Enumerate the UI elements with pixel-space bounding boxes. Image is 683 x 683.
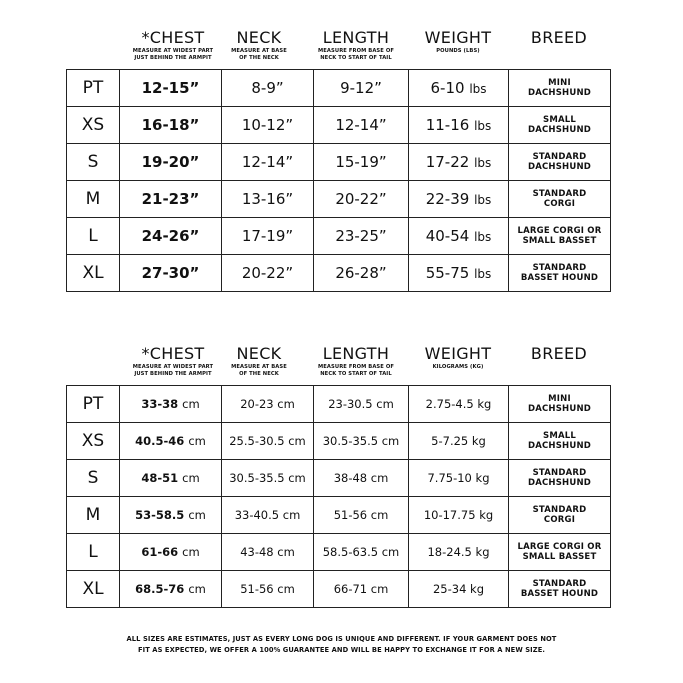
chest-value: 68.5-76 (135, 582, 185, 596)
table-row (67, 571, 611, 608)
weight-unit: lbs (474, 156, 492, 170)
weight-value: 40-54 (425, 227, 470, 245)
length-cell: 51-56 cm (314, 497, 409, 534)
chest-cell (120, 460, 222, 497)
header-subtitle: MEASURE AT WIDEST PART JUST BEHIND THE ARMPIT (132, 364, 214, 377)
neck-cell: 20-22” (222, 255, 314, 292)
size-cell: PT (67, 386, 120, 423)
size-cell: PT (67, 70, 120, 107)
length-cell: 58.5-63.5 cm (314, 534, 409, 571)
header-title: NECK (236, 28, 282, 47)
chest-cell: 24-26” (120, 218, 222, 255)
header-subtitle: MEASURE AT BASE OF THE NECK (231, 48, 287, 61)
size-cell: S (67, 460, 120, 497)
header-title: BREED (530, 28, 588, 47)
weight-cell: 2.75-4.5 kg (409, 386, 509, 423)
neck-cell: 10-12” (222, 107, 314, 144)
length-cell: 20-22” (314, 181, 409, 218)
breed-cell: STANDARD DACHSHUND (509, 460, 611, 497)
chest-unit: cm (188, 582, 206, 596)
neck-cell: 20-23 cm (222, 386, 314, 423)
length-cell: 23-30.5 cm (314, 386, 409, 423)
size-cell: XL (67, 255, 120, 292)
table-row (67, 181, 611, 218)
table-row (67, 534, 611, 571)
weight-cell (409, 70, 509, 107)
weight-cell: 7.75-10 kg (409, 460, 509, 497)
size-chart-metric (66, 344, 610, 599)
neck-cell: 30.5-35.5 cm (222, 460, 314, 497)
length-cell: 15-19” (314, 144, 409, 181)
weight-cell: 18-24.5 kg (409, 534, 509, 571)
header-title: LENGTH (322, 344, 390, 363)
breed-cell: SMALL DACHSHUND (509, 107, 611, 144)
weight-cell (409, 144, 509, 181)
neck-cell: 17-19” (222, 218, 314, 255)
weight-value: 6-10 (430, 79, 465, 97)
header-length (306, 28, 406, 61)
chest-cell: 19-20” (120, 144, 222, 181)
table-row (67, 144, 611, 181)
weight-value: 55-75 (425, 264, 470, 282)
weight-value: 22-39 (425, 190, 470, 208)
neck-cell: 33-40.5 cm (222, 497, 314, 534)
neck-cell: 8-9” (222, 70, 314, 107)
length-cell: 38-48 cm (314, 460, 409, 497)
neck-cell: 51-56 cm (222, 571, 314, 608)
header-subtitle: POUNDS (LBS) (436, 48, 480, 54)
chest-unit: cm (188, 508, 206, 522)
chest-value: 61-66 (141, 545, 179, 559)
length-cell: 9-12” (314, 70, 409, 107)
header-neck (219, 344, 299, 377)
neck-cell: 13-16” (222, 181, 314, 218)
neck-cell: 12-14” (222, 144, 314, 181)
header-subtitle: KILOGRAMS (KG) (432, 364, 484, 370)
chest-value: 40.5-46 (135, 434, 185, 448)
length-cell: 23-25” (314, 218, 409, 255)
weight-cell: 5-7.25 kg (409, 423, 509, 460)
metric-table (66, 385, 611, 608)
header-chest (118, 344, 228, 377)
breed-cell: STANDARD CORGI (509, 497, 611, 534)
table-row (67, 70, 611, 107)
weight-cell (409, 218, 509, 255)
header-title: LENGTH (322, 28, 390, 47)
header-weight (408, 28, 508, 55)
size-cell: M (67, 181, 120, 218)
header-title: WEIGHT (424, 344, 492, 363)
size-cell: XS (67, 423, 120, 460)
weight-unit: lbs (474, 193, 492, 207)
breed-cell: MINI DACHSHUND (509, 70, 611, 107)
header-subtitle: MEASURE FROM BASE OF NECK TO START OF TAIL (318, 364, 394, 377)
chest-cell: 16-18” (120, 107, 222, 144)
header-subtitle: MEASURE AT WIDEST PART JUST BEHIND THE ARMPIT (132, 48, 214, 61)
weight-value: 17-22 (425, 153, 470, 171)
chest-cell (120, 497, 222, 534)
size-cell: S (67, 144, 120, 181)
disclaimer-footer: ALL SIZES ARE ESTIMATES, JUST AS EVERY LONG DOG IS UNIQUE AND DIFFERENT. IF YOUR GARMENT DOES NOT FIT AS EXPECTED, WE OFFER A 100% GUARANTEE AND WILL BE HAPPY TO EXCHANGE IT FOR A NEW SIZE. (126, 635, 557, 654)
header-title: *CHEST (141, 344, 205, 363)
table-row (67, 460, 611, 497)
weight-cell (409, 181, 509, 218)
breed-cell: LARGE CORGI OR SMALL BASSET (509, 218, 611, 255)
weight-unit: lbs (474, 119, 492, 133)
chest-value: 53-58.5 (135, 508, 185, 522)
chest-value: 33-38 (141, 397, 179, 411)
metric-header (66, 344, 610, 384)
table-row (67, 497, 611, 534)
size-cell: M (67, 497, 120, 534)
header-weight (408, 344, 508, 371)
breed-cell: STANDARD BASSET HOUND (509, 571, 611, 608)
header-subtitle: MEASURE AT BASE OF THE NECK (231, 364, 287, 377)
header-chest (118, 28, 228, 61)
header-breed (509, 28, 609, 48)
header-title: NECK (236, 344, 282, 363)
length-cell: 26-28” (314, 255, 409, 292)
length-cell: 30.5-35.5 cm (314, 423, 409, 460)
header-title: WEIGHT (424, 28, 492, 47)
breed-cell: SMALL DACHSHUND (509, 423, 611, 460)
chest-unit: cm (182, 397, 200, 411)
size-cell: XS (67, 107, 120, 144)
header-title: *CHEST (141, 28, 205, 47)
size-chart-imperial (66, 28, 610, 283)
breed-cell: STANDARD CORGI (509, 181, 611, 218)
neck-cell: 25.5-30.5 cm (222, 423, 314, 460)
chest-unit: cm (182, 545, 200, 559)
size-cell: L (67, 218, 120, 255)
breed-cell: STANDARD BASSET HOUND (509, 255, 611, 292)
chest-cell: 21-23” (120, 181, 222, 218)
header-title: BREED (530, 344, 588, 363)
chest-cell (120, 571, 222, 608)
size-cell: XL (67, 571, 120, 608)
weight-cell (409, 107, 509, 144)
chest-cell (120, 534, 222, 571)
table-row (67, 107, 611, 144)
chest-cell (120, 423, 222, 460)
size-cell: L (67, 534, 120, 571)
chest-unit: cm (188, 434, 206, 448)
weight-cell (409, 255, 509, 292)
table-row (67, 423, 611, 460)
chest-cell: 12-15” (120, 70, 222, 107)
chest-value: 48-51 (141, 471, 179, 485)
table-row (67, 255, 611, 292)
breed-cell: LARGE CORGI OR SMALL BASSET (509, 534, 611, 571)
weight-cell: 25-34 kg (409, 571, 509, 608)
chest-unit: cm (182, 471, 200, 485)
header-breed (509, 344, 609, 364)
chest-cell (120, 386, 222, 423)
neck-cell: 43-48 cm (222, 534, 314, 571)
header-subtitle: MEASURE FROM BASE OF NECK TO START OF TAIL (318, 48, 394, 61)
weight-unit: lbs (469, 82, 487, 96)
breed-cell: MINI DACHSHUND (509, 386, 611, 423)
length-cell: 12-14” (314, 107, 409, 144)
imperial-header (66, 28, 610, 68)
weight-unit: lbs (474, 267, 492, 281)
table-row (67, 218, 611, 255)
weight-unit: lbs (474, 230, 492, 244)
length-cell: 66-71 cm (314, 571, 409, 608)
breed-cell: STANDARD DACHSHUND (509, 144, 611, 181)
table-row (67, 386, 611, 423)
weight-value: 11-16 (425, 116, 470, 134)
chest-cell: 27-30” (120, 255, 222, 292)
header-length (306, 344, 406, 377)
imperial-table (66, 69, 611, 292)
header-neck (219, 28, 299, 61)
weight-cell: 10-17.75 kg (409, 497, 509, 534)
